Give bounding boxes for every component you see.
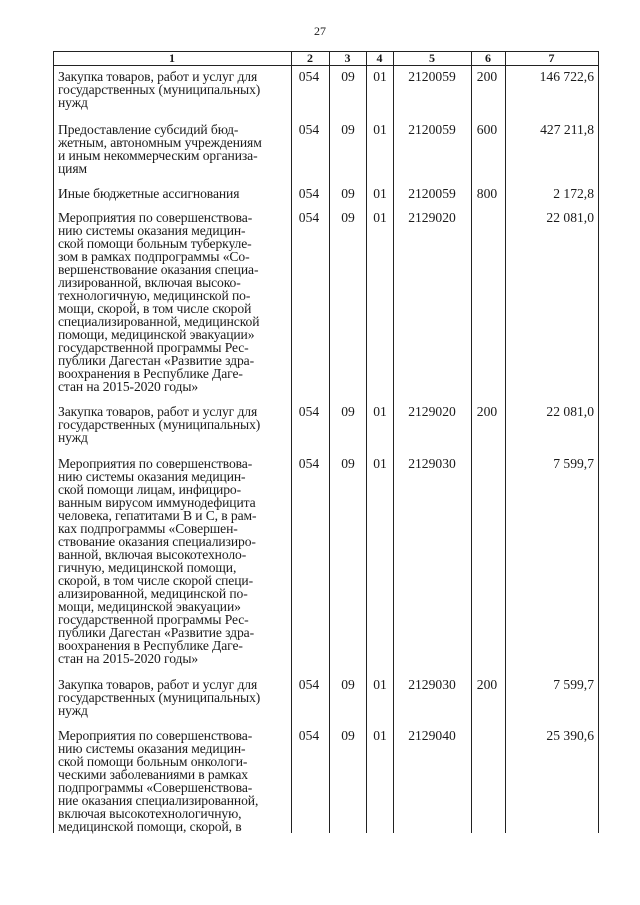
cell-subsection: 01 (373, 456, 387, 471)
cell-admin-code: 054 (298, 677, 320, 692)
description-line: государственных (муниципальных) (58, 690, 261, 705)
description-line: медицинской помощи, скорой, в (58, 819, 242, 834)
description-line: ствование оказания специализиро- (58, 534, 256, 549)
description-line: подпрограммы «Совершенствова- (58, 780, 253, 795)
column-divider (366, 51, 367, 833)
description-line: Мероприятия по совершенствова- (58, 210, 253, 225)
table-border-right (598, 51, 599, 833)
description-line: нию системы оказания медицин- (58, 469, 246, 484)
description-line: специализированной, медицинской (58, 314, 260, 329)
description-line: скорой, в том числе скорой специ- (58, 573, 254, 588)
description-line: и иным некоммерческим организа- (58, 148, 258, 163)
description-line: гичную, медицинской помощи, (58, 560, 237, 575)
description-line: включая высокотехнологичную, (58, 806, 242, 821)
cell-section: 09 (341, 69, 355, 84)
cell-target-article: 2129030 (408, 677, 456, 692)
description-line: воохранения в Республике Даге- (58, 366, 243, 381)
cell-admin-code: 054 (298, 404, 320, 419)
cell-subsection: 01 (373, 404, 387, 419)
cell-expense-type: 800 (476, 186, 498, 201)
budget-table (53, 51, 599, 833)
table-border-left (53, 51, 54, 833)
description-line: воохранения в Республике Даге- (58, 638, 243, 653)
row-description (58, 729, 286, 833)
description-line: вершенствование оказания специа- (58, 262, 259, 277)
header-col-4: 4 (376, 51, 383, 65)
description-line: ской помощи лицам, инфициро- (58, 482, 242, 497)
column-divider (291, 51, 292, 833)
cell-target-article: 2120059 (408, 122, 456, 137)
row-description (58, 70, 286, 109)
description-line: Предоставление субсидий бюд- (58, 122, 239, 137)
row-description (58, 678, 286, 717)
cell-amount: 427 211,8 (540, 122, 594, 137)
cell-expense-type: 600 (476, 122, 498, 137)
cell-admin-code: 054 (298, 728, 320, 743)
row-description (58, 405, 286, 444)
description-line: публики Дагестан «Развитие здра- (58, 353, 255, 368)
description-line: мощи, скорой, в том числе скорой (58, 301, 252, 316)
description-line: государственных (муниципальных) (58, 417, 261, 432)
cell-amount: 7 599,7 (553, 677, 594, 692)
row-description (58, 187, 286, 200)
row-description (58, 457, 286, 665)
cell-target-article: 2129030 (408, 456, 456, 471)
cell-target-article: 2129020 (408, 210, 456, 225)
cell-admin-code: 054 (298, 186, 320, 201)
cell-amount: 22 081,0 (546, 210, 594, 225)
description-line: помощи, медицинской эвакуации» (58, 327, 255, 342)
description-line: ние оказания специализированной, (58, 793, 259, 808)
description-line: зом в рамках подпрограммы «Со- (58, 249, 250, 264)
cell-subsection: 01 (373, 677, 387, 692)
cell-admin-code: 054 (298, 69, 320, 84)
header-col-5: 5 (429, 51, 435, 65)
cell-section: 09 (341, 404, 355, 419)
cell-subsection: 01 (373, 122, 387, 137)
cell-section: 09 (341, 728, 355, 743)
cell-subsection: 01 (373, 728, 387, 743)
description-line: нию системы оказания медицин- (58, 741, 246, 756)
description-line: ской помощи больным онкологи- (58, 754, 248, 769)
description-line: Иные бюджетные ассигнования (58, 186, 240, 201)
header-col-7: 7 (548, 51, 555, 65)
description-line: стан на 2015-2020 годы» (58, 651, 199, 666)
cell-section: 09 (341, 122, 355, 137)
description-line: Закупка товаров, работ и услуг для (58, 69, 258, 84)
description-line: жетным, автономным учреждениям (58, 135, 262, 150)
cell-amount: 25 390,6 (546, 728, 594, 743)
cell-expense-type: 200 (476, 69, 498, 84)
header-col-3: 3 (344, 51, 351, 65)
cell-amount: 146 722,6 (539, 69, 594, 84)
cell-target-article: 2129040 (408, 728, 456, 743)
description-line: государственных (муниципальных) (58, 82, 261, 97)
cell-amount: 2 172,8 (553, 186, 594, 201)
row-description (58, 123, 286, 175)
cell-subsection: 01 (373, 186, 387, 201)
cell-section: 09 (341, 186, 355, 201)
description-line: ках подпрограммы «Совершен- (58, 521, 238, 536)
description-line: Мероприятия по совершенствова- (58, 728, 253, 743)
description-line: Закупка товаров, работ и услуг для (58, 677, 258, 692)
description-line: нужд (58, 430, 88, 445)
description-line: ской помощи больным туберкуле- (58, 236, 252, 251)
description-line: технологичную, медицинской по- (58, 288, 251, 303)
column-divider (471, 51, 472, 833)
description-line: ванным вирусом иммунодефицита (58, 495, 256, 510)
description-line: Мероприятия по совершенствова- (58, 456, 253, 471)
description-line: публики Дагестан «Развитие здра- (58, 625, 255, 640)
description-line: мощи, медицинской эвакуации» (58, 599, 241, 614)
header-col-2: 2 (307, 51, 313, 65)
description-line: циям (58, 161, 88, 176)
cell-subsection: 01 (373, 69, 387, 84)
description-line: государственной программы Рес- (58, 340, 249, 355)
cell-target-article: 2120059 (408, 69, 456, 84)
description-line: ванной, включая высокотехноло- (58, 547, 247, 562)
cell-admin-code: 054 (298, 122, 320, 137)
row-description (58, 211, 286, 393)
cell-target-article: 2129020 (408, 404, 456, 419)
column-divider (329, 51, 330, 833)
description-line: лизированной, включая высоко- (58, 275, 241, 290)
cell-admin-code: 054 (298, 210, 320, 225)
description-line: человека, гепатитами В и С, в рам- (58, 508, 257, 523)
cell-section: 09 (341, 210, 355, 225)
description-line: государственной программы Рес- (58, 612, 249, 627)
cell-section: 09 (341, 456, 355, 471)
column-divider (505, 51, 506, 833)
header-col-1: 1 (169, 51, 175, 65)
description-line: ализированной, медицинской по- (58, 586, 248, 601)
description-line: нию системы оказания медицин- (58, 223, 246, 238)
cell-expense-type: 200 (476, 677, 498, 692)
cell-expense-type: 200 (476, 404, 498, 419)
cell-amount: 22 081,0 (546, 404, 594, 419)
cell-subsection: 01 (373, 210, 387, 225)
header-bottom-border (53, 65, 599, 66)
cell-admin-code: 054 (298, 456, 320, 471)
page-number: 27 (314, 24, 326, 38)
cell-section: 09 (341, 677, 355, 692)
description-line: ческими заболеваниями в рамках (58, 767, 248, 782)
description-line: нужд (58, 703, 88, 718)
cell-amount: 7 599,7 (553, 456, 594, 471)
description-line: стан на 2015-2020 годы» (58, 379, 199, 394)
cell-target-article: 2120059 (408, 186, 456, 201)
description-line: нужд (58, 95, 88, 110)
column-divider (393, 51, 394, 833)
description-line: Закупка товаров, работ и услуг для (58, 404, 258, 419)
header-col-6: 6 (485, 51, 491, 65)
